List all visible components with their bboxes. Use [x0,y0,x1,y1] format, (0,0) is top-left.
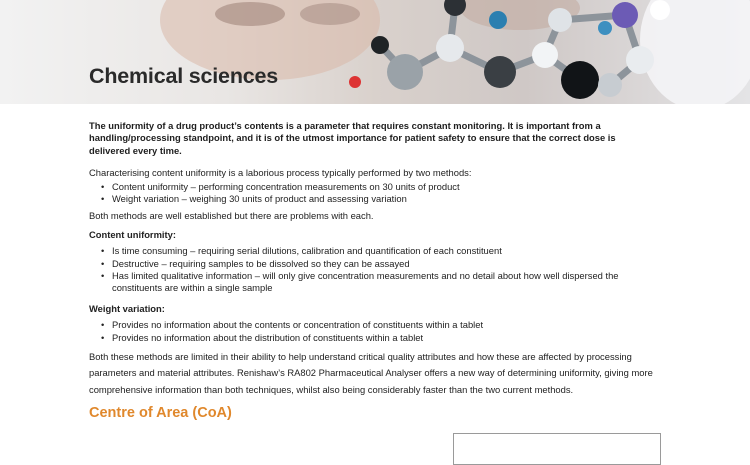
content-uniformity-heading: Content uniformity: [89,228,176,240]
methods-note: Both methods are well established but there are problems with each. [89,210,374,222]
list-item: • Provides no information about the contents or concentration of constituents within a tablet [112,319,659,331]
list-item: • Provides no information about the distribution of constituents within a tablet [112,332,659,344]
weight-variation-list [89,319,659,344]
article-body [89,120,659,419]
content-uniformity-list [89,245,659,295]
page-title: Chemical sciences [89,64,279,88]
list-item: • Is time consuming – requiring serial dilutions, calibration and quantification of each constituent [112,245,659,257]
section-heading: Centre of Area (CoA) [89,404,232,421]
figure-frame [453,433,661,465]
list-item: • Weight variation – weighing 30 units of product and assessing variation [112,193,659,205]
methods-lead: Characterising content uniformity is a laborious process typically performed by two methods: [89,167,472,179]
methods-list [89,181,659,206]
intro-paragraph: The uniformity of a drug product’s contents is a parameter that requires constant monitoring. It is important from a handling/processing standpoint, and it is of the utmost importance for patient safety to ensure that the correct dose is delivered every time. [89,120,616,156]
list-item: • Destructive – requiring samples to be dissolved so they can be assayed [112,258,659,270]
weight-variation-heading: Weight variation: [89,302,165,314]
header-banner [0,0,750,104]
list-item: • Content uniformity – performing concentration measurements on 30 units of product [112,181,659,193]
list-item: • Has limited qualitative information – will only give concentration measurements and no detail about how well dispersed the constituents are within a single sample [112,270,659,295]
conclusion-paragraph: Both these methods are limited in their ability to help understand critical quality attributes and how these are affected by processing parameters and material attributes. Renishaw’s RA802 Pharmaceutical Analyser offers a new way of determining uniformity, giving more comprehensive information than both techniques, whilst also being considerably faster than the two current methods. [89,351,653,395]
